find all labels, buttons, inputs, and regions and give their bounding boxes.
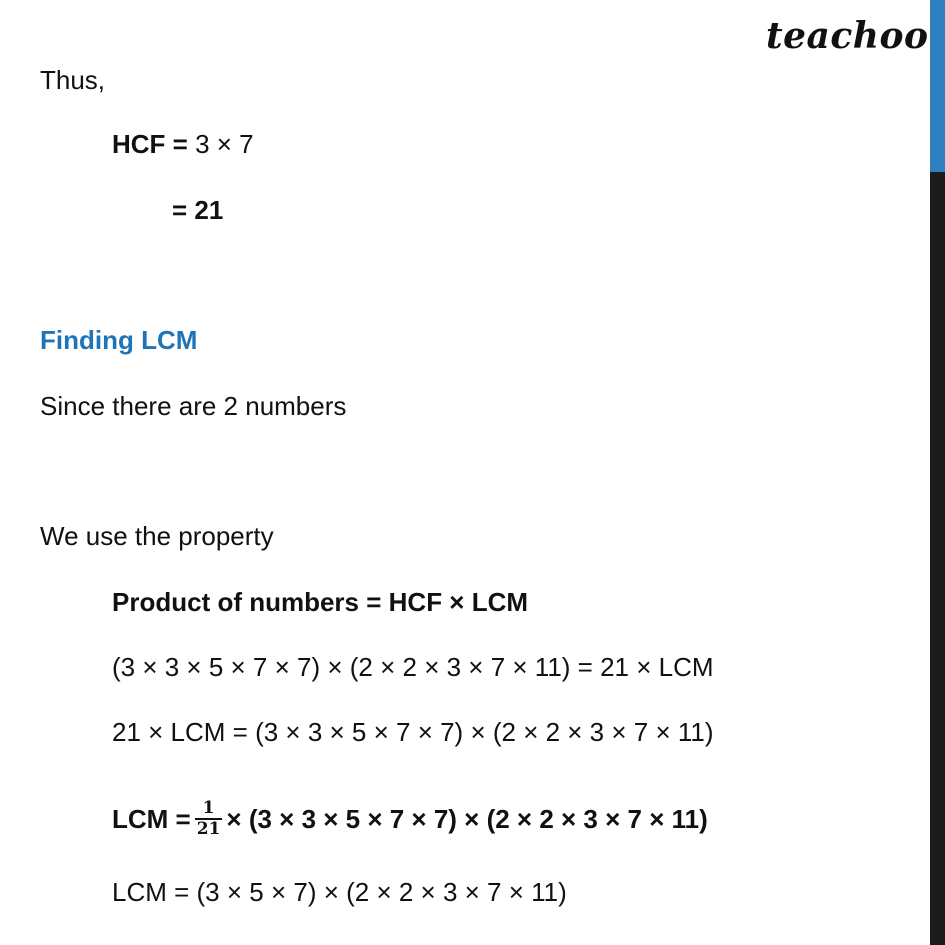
text-thus: Thus, xyxy=(40,65,106,95)
lcm-prefix: LCM = xyxy=(112,803,191,834)
fraction-denominator: 21 xyxy=(196,819,221,839)
scrollbar-thumb[interactable] xyxy=(930,0,945,172)
hcf-label: HCF = xyxy=(112,129,188,159)
property-statement: Product of numbers = HCF × LCM xyxy=(112,587,529,617)
scrollbar[interactable] xyxy=(930,0,945,945)
teachoo-logo: teachoo xyxy=(766,15,929,57)
text-we-use-property: We use the property xyxy=(40,521,274,551)
step-lcm-simplified: LCM = (3 × 5 × 7) × (2 × 2 × 3 × 7 × 11) xyxy=(112,877,567,907)
hcf-result: = 21 xyxy=(172,195,224,225)
fraction-numerator: 1 xyxy=(202,798,215,818)
hcf-line xyxy=(112,128,254,160)
hcf-expression: 3 × 7 xyxy=(187,129,254,159)
heading-finding-lcm: Finding LCM xyxy=(40,325,198,355)
step-lcm-fraction xyxy=(112,798,708,841)
step-rearranged-equation: 21 × LCM = (3 × 3 × 5 × 7 × 7) × (2 × 2 × 3 × 7 × 11) xyxy=(112,717,714,747)
text-since-two-numbers: Since there are 2 numbers xyxy=(40,391,347,421)
step-product-equation: (3 × 3 × 5 × 7 × 7) × (2 × 2 × 3 × 7 × 11) = 21 × LCM xyxy=(112,652,714,682)
lcm-suffix: × (3 × 3 × 5 × 7 × 7) × (2 × 2 × 3 × 7 × 11) xyxy=(226,803,708,834)
fraction xyxy=(195,799,223,839)
